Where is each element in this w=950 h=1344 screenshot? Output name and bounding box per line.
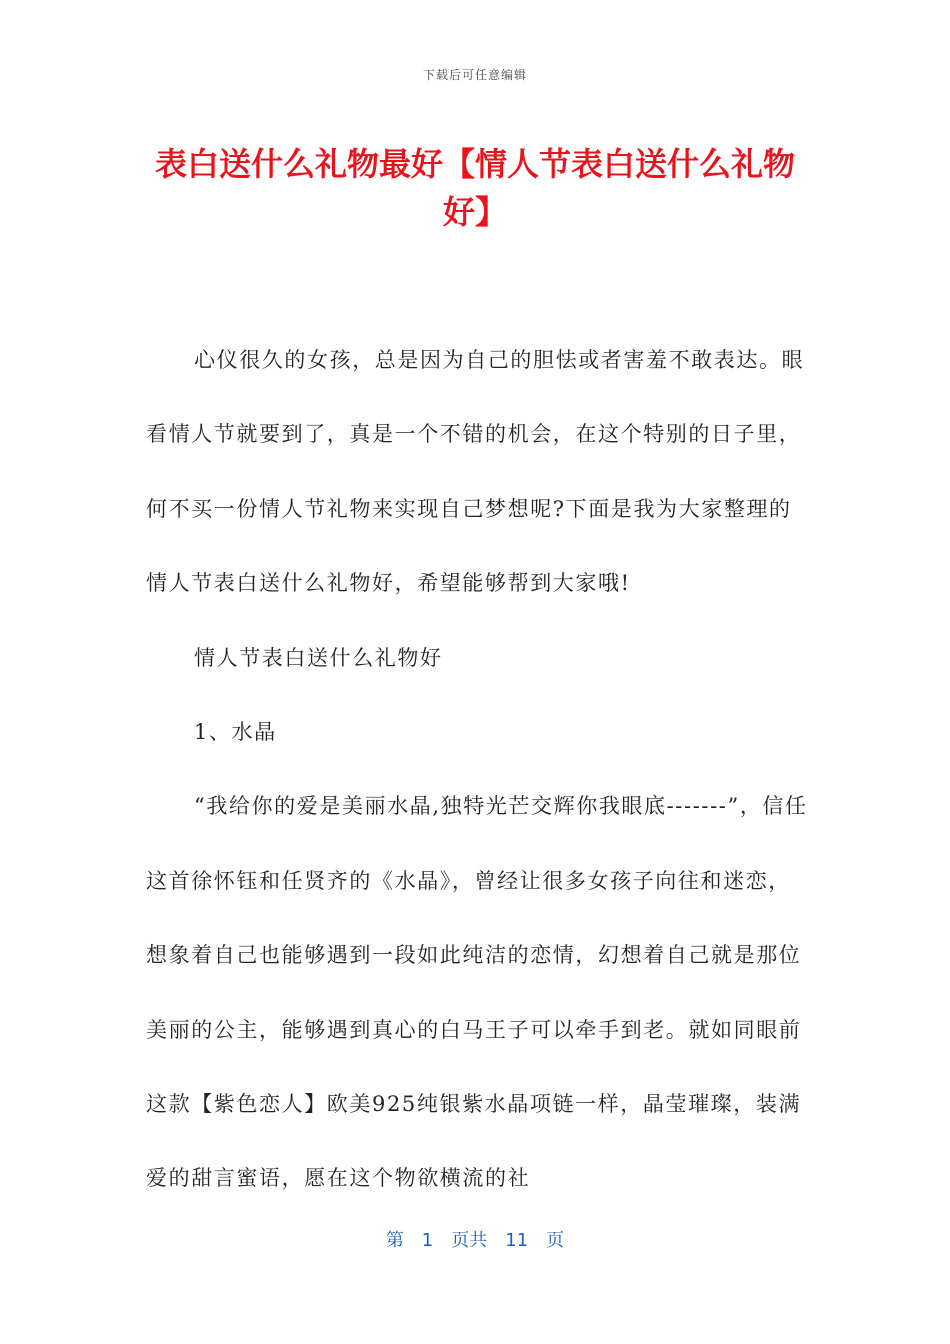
page-number-footer: 第 1 页共 11 页 bbox=[385, 1230, 565, 1251]
paragraph-crystal: “我给你的爱是美丽水晶,独特光芒交辉你我眼底-------”，信任这首徐怀钰和任贤齐的《水晶》，曾经让很多女孩子向往和迷恋，想象着自己也能够遇到一段如此纯洁的恋情，幻想着自己就是那位美丽的公主，能够遇到真心的白马王子可以牵手到老。就如同眼前这款【紫色恋人】欧美925纯银紫水晶项链一样，晶莹璀璨，装满爱的甜言蜜语，愿在这个物欲横流的社 bbox=[146, 794, 808, 1191]
document-title: 表白送什么礼物最好【情人节表白送什么礼物好】 bbox=[154, 145, 795, 231]
section-heading: 情人节表白送什么礼物好 bbox=[194, 645, 443, 670]
header-note: 下载后可任意编辑 bbox=[422, 68, 527, 82]
document-body bbox=[146, 323, 810, 1216]
item-heading-crystal: 1、水晶 bbox=[194, 720, 277, 745]
paragraph-intro: 心仪很久的女孩，总是因为自己的胆怯或者害羞不敢表达。眼看情人节就要到了，真是一个不错的机会，在这个特别的日子里，何不买一份情人节礼物来实现自己梦想呢?下面是我为大家整理的情人节表白送什么礼物好，希望能够帮到大家哦! bbox=[146, 348, 805, 596]
